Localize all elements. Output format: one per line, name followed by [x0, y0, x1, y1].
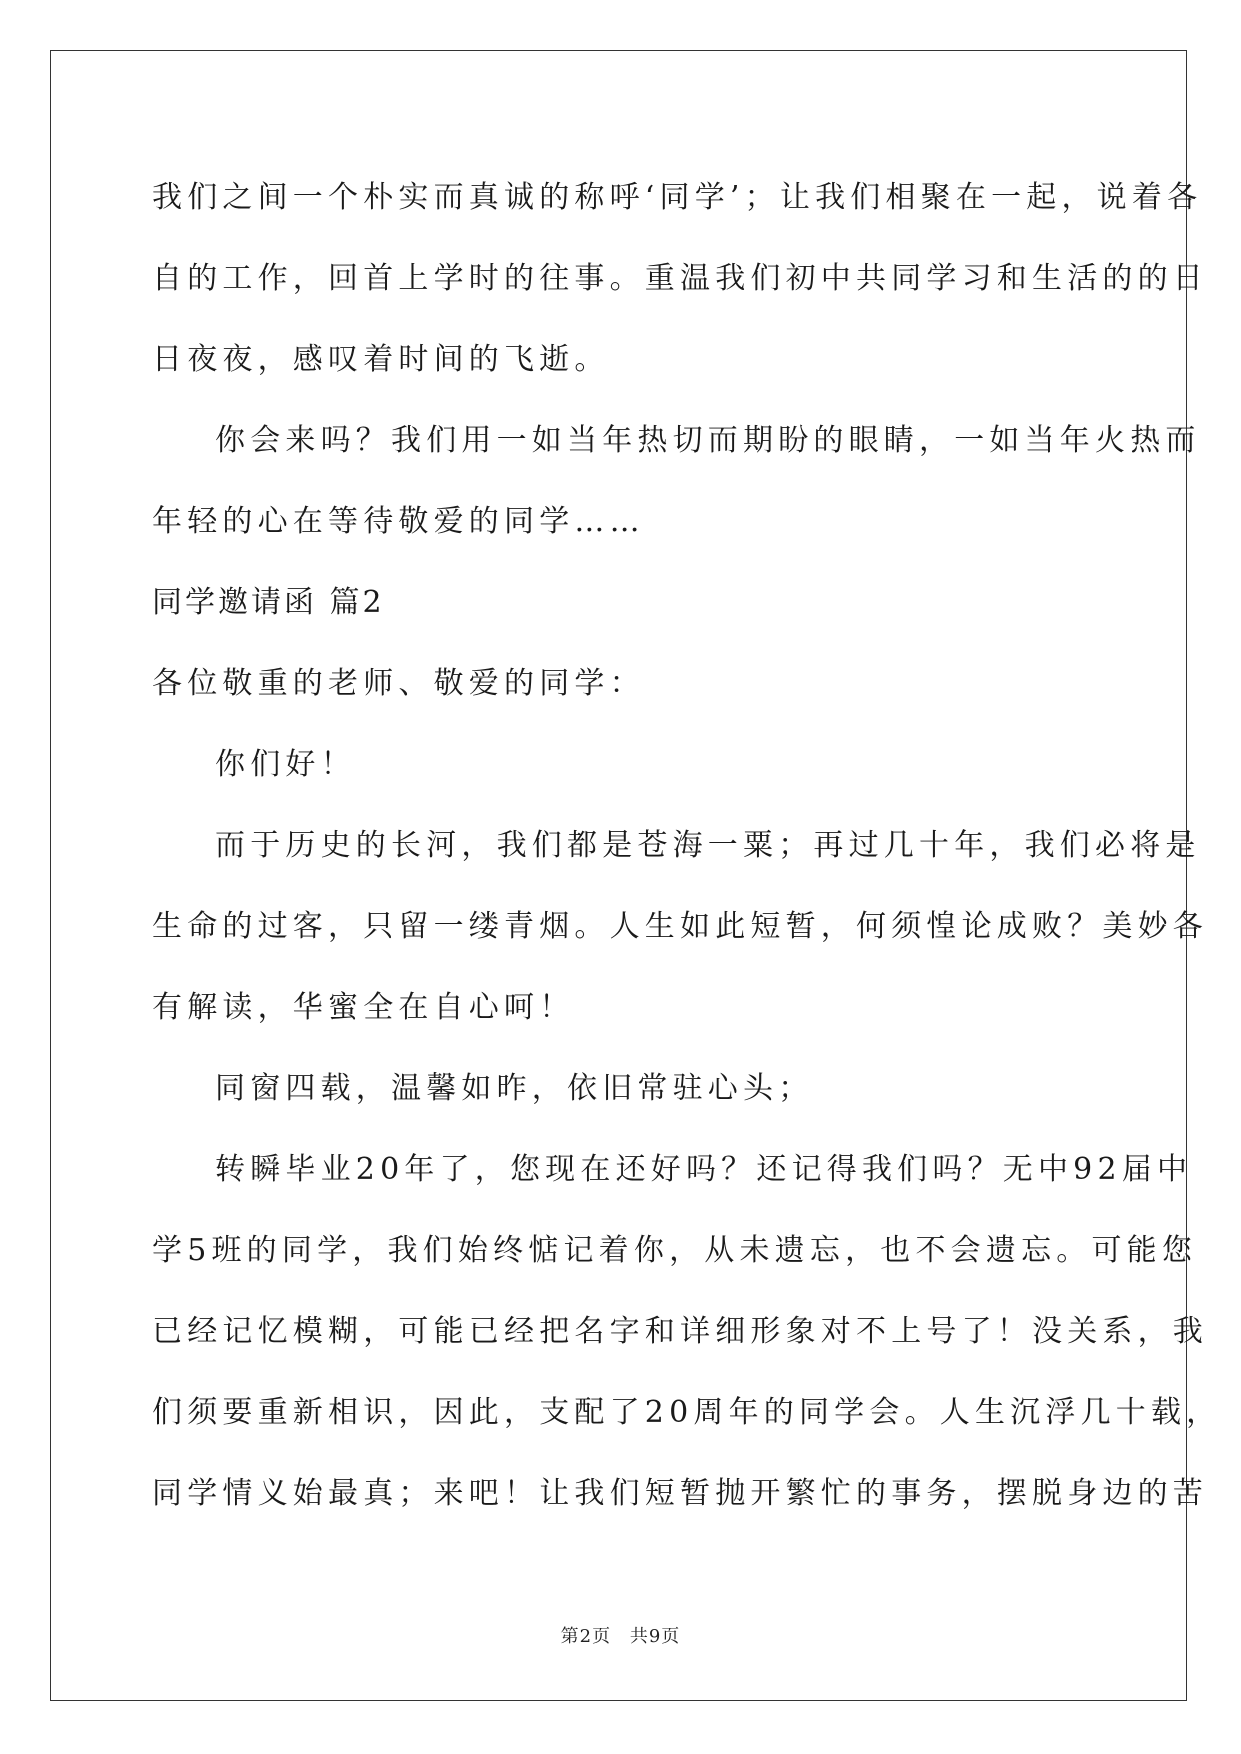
salutation: 各位敬重的老师、敬爱的同学：	[152, 666, 645, 701]
document-body	[152, 157, 1222, 1534]
paragraph-line: 你会来吗？我们用一如当年热切而期盼的眼睛，一如当年火热而	[215, 423, 1201, 458]
paragraph-line: 已经记忆模糊，可能已经把名字和详细形象对不上号了！没关系，我	[152, 1314, 1208, 1349]
page-number: 第2页	[560, 1626, 612, 1647]
paragraph-line: 转瞬毕业20年了，您现在还好吗？还记得我们吗？无中92届中	[215, 1152, 1193, 1187]
section-heading: 同学邀请函 篇2	[152, 585, 385, 620]
paragraph-line: 自的工作，回首上学时的往事。重温我们初中共同学习和生活的的日	[152, 261, 1208, 296]
paragraph-line: 同学情义始最真；来吧！让我们短暂抛开繁忙的事务，摆脱身边的苦	[152, 1476, 1208, 1511]
paragraph-line: 生命的过客，只留一缕青烟。人生如此短暂，何须惶论成败？美妙各	[152, 909, 1208, 944]
page-footer	[0, 1622, 1241, 1648]
paragraph-line: 们须要重新相识，因此，支配了20周年的同学会。人生沉浮几十载，	[152, 1395, 1222, 1430]
paragraph-line: 日夜夜，感叹着时间的飞逝。	[152, 342, 610, 377]
paragraph-line: 有解读，华蜜全在自心呵！	[152, 990, 575, 1025]
paragraph-line: 学5班的同学，我们始终惦记着你，从未遗忘，也不会遗忘。可能您	[152, 1233, 1198, 1268]
page-total: 共9页	[629, 1626, 681, 1647]
paragraph-line: 年轻的心在等待敬爱的同学……	[152, 504, 645, 539]
paragraph-line: 而于历史的长河，我们都是苍海一粟；再过几十年，我们必将是	[215, 828, 1201, 863]
paragraph-line: 同窗四载，温馨如昨，依旧常驻心头；	[215, 1071, 814, 1106]
greeting: 你们好！	[215, 747, 356, 782]
paragraph-line: 我们之间一个朴实而真诚的称呼‘同学’；让我们相聚在一起，说着各	[152, 180, 1203, 215]
